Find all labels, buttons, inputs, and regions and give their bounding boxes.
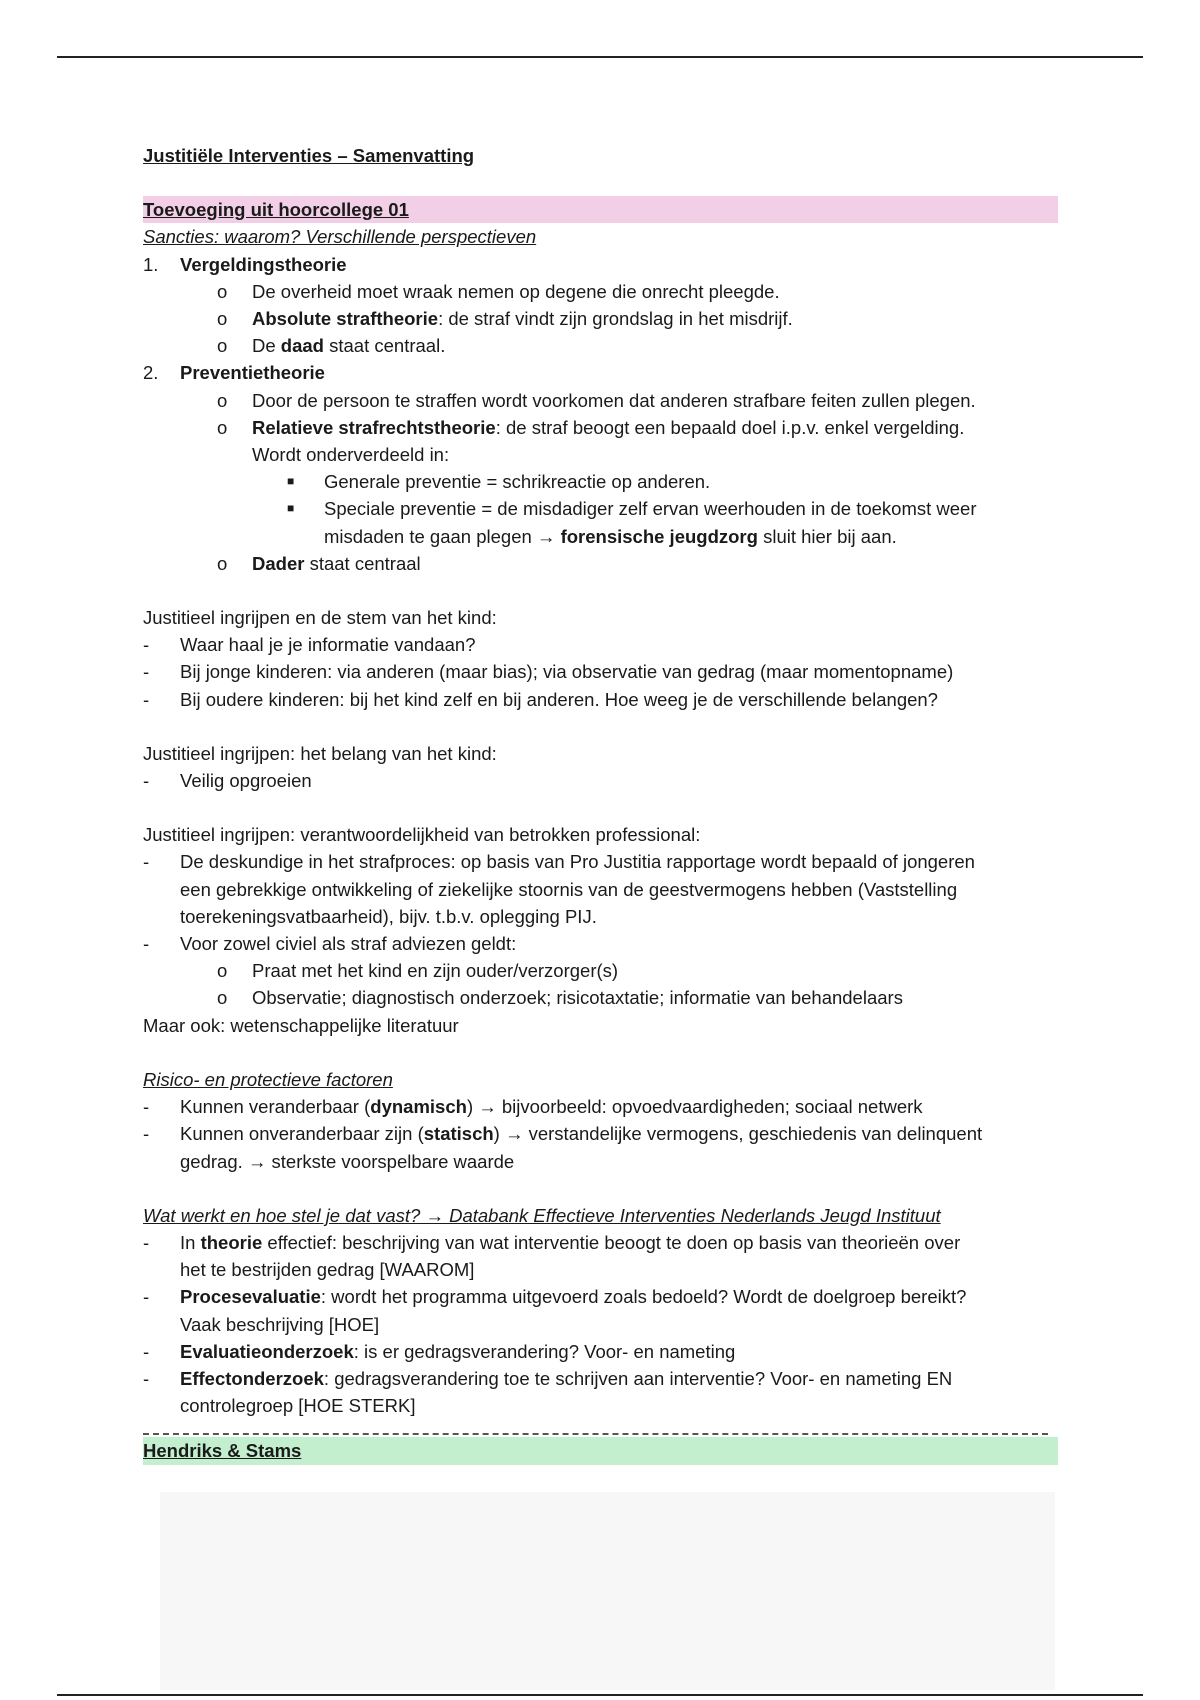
dash-text: In [180, 1231, 201, 1253]
bullet-text: : de straf beoogt een bepaald doel i.p.v. enkel vergelding. [495, 416, 965, 438]
bold-term: Effectonderzoek [180, 1367, 324, 1389]
list-item-vergelding [143, 251, 1058, 278]
dash-item [143, 1120, 1058, 1147]
dash-item [143, 767, 1058, 794]
sub-bullet [143, 550, 1058, 577]
document-page [143, 142, 1058, 1465]
dash-bullet-icon: - [143, 1367, 150, 1389]
bullet-text: Generale preventie = schrikreactie op anderen. [324, 471, 711, 493]
dash-text: Kunnen veranderbaar ( [180, 1096, 371, 1118]
dash-item [143, 631, 1058, 658]
list-item-label: Vergeldingstheorie [180, 253, 347, 275]
square-bullet-icon: ■ [287, 474, 295, 489]
bullet-text: Observatie; diagnostisch onderzoek; risicotaxtatie; informatie van behandelaars [252, 987, 903, 1009]
dash-bullet-icon: - [143, 1340, 150, 1362]
circle-bullet-icon: o [217, 335, 228, 357]
dash-item [143, 1338, 1058, 1365]
square-bullet-icon: ■ [287, 501, 295, 516]
dash-text: Waar haal je je informatie vandaan? [180, 634, 476, 656]
bullet-text: staat centraal [304, 552, 421, 574]
dash-bullet-icon: - [143, 634, 150, 656]
bullet-text: Door de persoon te straffen wordt voorkomen dat anderen strafbare feiten zullen plegen. [252, 389, 976, 411]
dash-item [143, 848, 1058, 875]
dash-text: Voor zowel civiel als straf adviezen geldt: [180, 933, 517, 955]
circle-bullet-icon: o [217, 389, 228, 411]
bullet-text: sluit hier bij aan. [757, 525, 897, 547]
sub-bullet [143, 332, 1058, 359]
circle-bullet-icon: o [217, 552, 228, 574]
sub-bullet [143, 278, 1058, 305]
square-bullet [143, 468, 1058, 495]
bold-term: forensische jeugdzorg [560, 525, 758, 547]
bold-term: Absolute straftheorie [252, 308, 439, 330]
bold-term: Relatieve strafrechtstheorie [252, 416, 496, 438]
subheading-sancties: Sancties: waarom? Verschillende perspectieven [143, 226, 537, 248]
bold-term: Evaluatieonderzoek [180, 1340, 354, 1362]
list-number: 1. [143, 253, 159, 275]
dash-item [143, 658, 1058, 685]
document-title: Justitiële Interventies – Samenvatting [143, 145, 475, 166]
bullet-text: staat centraal. [323, 335, 446, 357]
circle-bullet-icon: o [217, 960, 228, 982]
list-item-preventie [143, 359, 1058, 386]
dash-text: Kunnen onveranderbaar zijn ( [180, 1123, 424, 1145]
sub-bullet [143, 387, 1058, 414]
bullet-continuation [143, 523, 1058, 550]
header-rule [57, 56, 1143, 58]
bullet-text: : de straf vindt zijn grondslag in het misdrijf. [438, 308, 793, 330]
dash-text: : wordt het programma uitgevoerd zoals bedoeld? Wordt de doelgroep bereikt? [320, 1286, 967, 1308]
dash-bullet-icon: - [143, 1096, 150, 1118]
subheading-wat-werkt: Wat werkt en hoe stel je dat vast? → Databank Effectieve Interventies Nederlands Jeugd Instituut [143, 1204, 941, 1226]
section-heading-hoorcollege: Toevoeging uit hoorcollege 01 [143, 196, 1058, 223]
bold-term: daad [280, 335, 324, 357]
dash-item [143, 1229, 1058, 1256]
dash-item [143, 686, 1058, 713]
section-heading-hendriks-stams: Hendriks & Stams [143, 1437, 1058, 1464]
circle-bullet-icon: o [217, 987, 228, 1009]
paragraph-text: Maar ook: wetenschappelijke literatuur [143, 1014, 459, 1036]
dash-text: : is er gedragsverandering? Voor- en nameting [353, 1340, 736, 1362]
dash-continuation: toerekeningsvatbaarheid), bijv. t.b.v. oplegging PIJ. [180, 905, 597, 927]
dash-text: Bij oudere kinderen: bij het kind zelf en bij anderen. Hoe weeg je de verschillende belangen? [180, 688, 938, 710]
bullet-text: De overheid moet wraak nemen op degene die onrecht pleegde. [252, 280, 780, 302]
dash-text: effectief: beschrijving van wat interventie beoogt te doen op basis van theorieën over [262, 1231, 961, 1253]
circle-bullet-icon: o [217, 416, 228, 438]
subheading-risico: Risico- en protectieve factoren [143, 1068, 393, 1090]
bullet-text: misdaden te gaan plegen → [324, 525, 561, 547]
dash-bullet-icon: - [143, 770, 150, 792]
bullet-text: De [252, 335, 281, 357]
sub-bullet [143, 957, 1058, 984]
dash-text: Bij jonge kinderen: via anderen (maar bias); via observatie van gedrag (maar momentopname) [180, 661, 954, 683]
list-item-label: Preventietheorie [180, 362, 325, 384]
dash-item [143, 1365, 1058, 1392]
dotted-separator [143, 1433, 1048, 1435]
sub-bullet [143, 305, 1058, 332]
dash-bullet-icon: - [143, 851, 150, 873]
dash-text: De deskundige in het strafproces: op basis van Pro Justitia rapportage wordt bepaald of jongeren [180, 851, 975, 873]
dash-item [143, 1283, 1058, 1310]
dash-bullet-icon: - [143, 688, 150, 710]
dash-bullet-icon: - [143, 933, 150, 955]
dash-bullet-icon: - [143, 1231, 150, 1253]
bullet-text: Praat met het kind en zijn ouder/verzorger(s) [252, 960, 619, 982]
bold-term: Dader [252, 552, 305, 574]
dash-continuation: een gebrekkige ontwikkeling of ziekelijke stoornis van de geestvermogens hebben (Vaststelling [180, 878, 958, 900]
bold-term: dynamisch [370, 1096, 467, 1118]
dash-bullet-icon: - [143, 1286, 150, 1308]
square-bullet [143, 495, 1058, 522]
dash-continuation: het te bestrijden gedrag [WAAROM] [180, 1259, 475, 1281]
bold-term: Procesevaluatie [180, 1286, 321, 1308]
dash-text: Veilig opgroeien [180, 770, 312, 792]
faded-content-area [160, 1492, 1055, 1690]
dash-continuation: controlegroep [HOE STERK] [180, 1395, 416, 1417]
dash-continuation: Vaak beschrijving [HOE] [180, 1313, 380, 1335]
sub-bullet [143, 984, 1058, 1011]
paragraph-heading-verantwoordelijkheid: Justitieel ingrijpen: verantwoordelijkheid van betrokken professional: [143, 824, 701, 846]
bold-term: theorie [200, 1231, 263, 1253]
dash-text: : gedragsverandering toe te schrijven aan interventie? Voor- en nameting EN [323, 1367, 953, 1389]
footer-rule [57, 1694, 1143, 1696]
dash-text: ) → bijvoorbeeld: opvoedvaardigheden; sociaal netwerk [466, 1096, 923, 1118]
paragraph-heading-belang: Justitieel ingrijpen: het belang van het kind: [143, 742, 497, 764]
bullet-text: Speciale preventie = de misdadiger zelf ervan weerhouden in de toekomst weer [324, 498, 977, 520]
dash-bullet-icon: - [143, 661, 150, 683]
paragraph-heading-stem: Justitieel ingrijpen en de stem van het kind: [143, 607, 497, 629]
sub-bullet [143, 414, 1058, 441]
dash-continuation: gedrag. → sterkste voorspelbare waarde [180, 1150, 515, 1172]
dash-item [143, 930, 1058, 957]
dash-text: ) → verstandelijke vermogens, geschiedenis van delinquent [493, 1123, 983, 1145]
dash-bullet-icon: - [143, 1123, 150, 1145]
dash-item [143, 1093, 1058, 1120]
bold-term: statisch [423, 1123, 494, 1145]
circle-bullet-icon: o [217, 308, 228, 330]
circle-bullet-icon: o [217, 280, 228, 302]
bullet-continuation: Wordt onderverdeeld in: [252, 444, 450, 466]
list-number: 2. [143, 362, 159, 384]
